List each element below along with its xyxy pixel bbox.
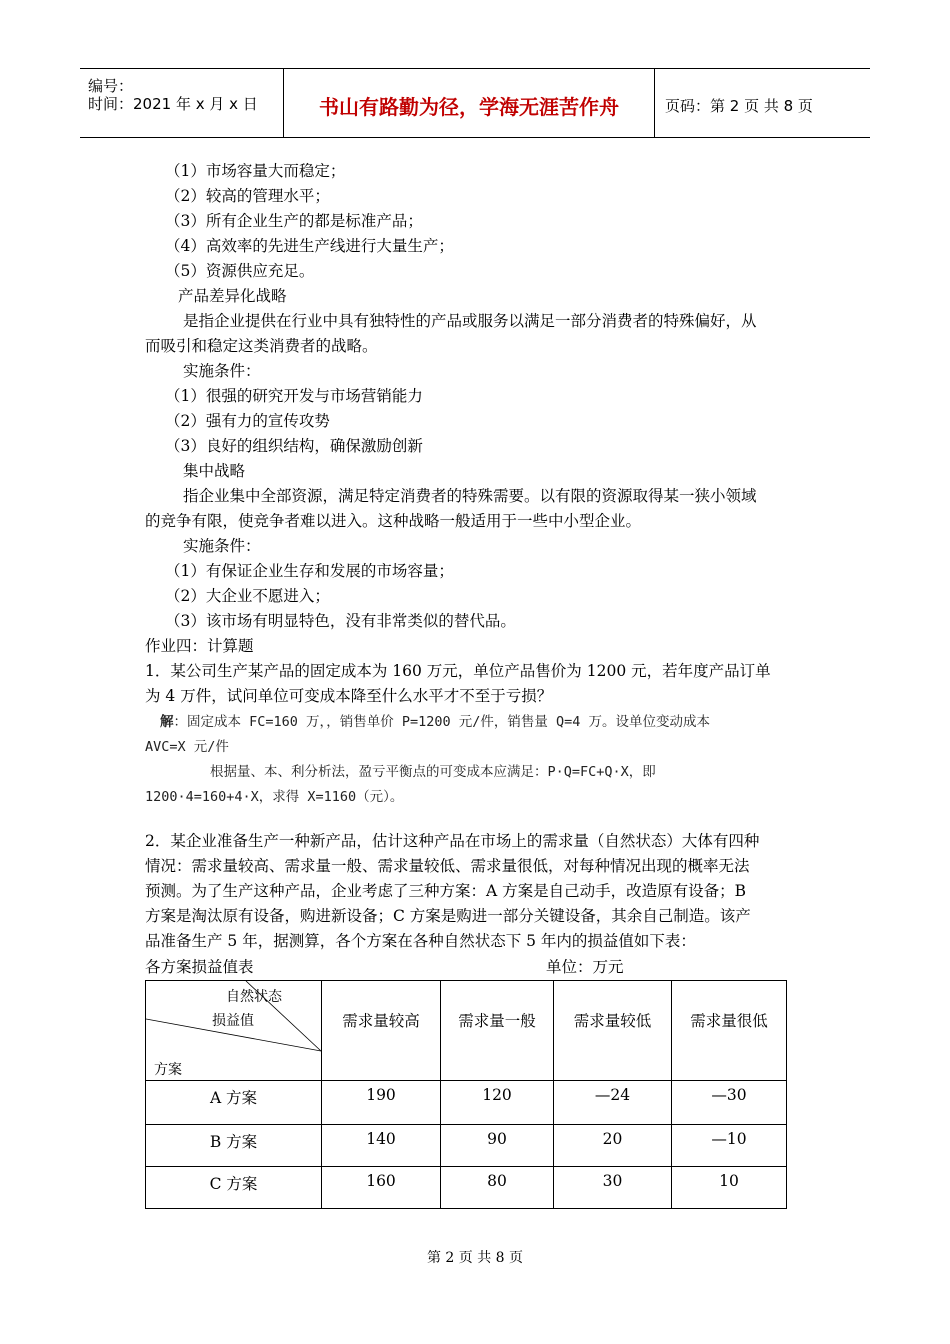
solution-line: 1200·4=160+4·X，求得 X=1160（元）。 xyxy=(145,789,404,805)
condition-item: （1）有保证企业生存和发展的市场容量； xyxy=(165,562,454,580)
table-cell: 80 xyxy=(441,1167,554,1209)
section-title-differentiation: 产品差异化战略 xyxy=(178,287,287,305)
condition-item: （2）强有力的宣传攻势 xyxy=(165,412,330,430)
impl-label: 实施条件： xyxy=(183,362,261,380)
table-cell: —24 xyxy=(554,1081,672,1125)
table-unit: 单位：万元 xyxy=(546,958,624,976)
page-footer: 第 2 页 共 8 页 xyxy=(426,1250,524,1266)
solution-line: AVC=X 元/件 xyxy=(145,739,229,755)
question-2-line: 方案是淘汰原有设备，购进新设备；C 方案是购进一部分关键设备，其余自己制造。该产 xyxy=(145,907,751,925)
solution-label: 解 xyxy=(160,714,174,730)
row-header: C 方案 xyxy=(146,1167,322,1209)
corner-mid-label: 损益值 xyxy=(212,1013,254,1029)
table-header-row xyxy=(146,981,787,1081)
question-2-line: 预测。为了生产这种产品，企业考虑了三种方案：A 方案是自己动手，改造原有设备；B xyxy=(145,882,747,900)
header-motto-cell xyxy=(284,69,655,137)
question-2-line: 情况：需求量较高、需求量一般、需求量较低、需求量很低，对每种情况出现的概率无法 xyxy=(145,857,750,875)
question-2-line: 2．某企业准备生产一种新产品，估计这种产品在市场上的需求量（自然状态）大体有四种 xyxy=(145,832,760,850)
condition-item: （1）市场容量大而稳定； xyxy=(165,162,346,180)
condition-item: （3）该市场有明显特色，没有非常类似的替代品。 xyxy=(165,612,516,630)
header-page-cell xyxy=(655,69,870,137)
table-cell: 140 xyxy=(322,1125,441,1167)
page-header xyxy=(80,68,870,138)
homework-title: 作业四：计算题 xyxy=(145,637,254,655)
condition-item: （4）高效率的先进生产线进行大量生产； xyxy=(165,237,454,255)
condition-item: （3）良好的组织结构，确保激励创新 xyxy=(165,437,423,455)
paragraph-line: 的竞争有限，使竞争者难以进入。这种战略一般适用于一些中小型企业。 xyxy=(145,512,642,530)
condition-item: （2）较高的管理水平； xyxy=(165,187,330,205)
solution-line: 根据量、本、利分析法，盈亏平衡点的可变成本应满足：P·Q=FC+Q·X，即 xyxy=(210,764,656,780)
table-cell: 190 xyxy=(322,1081,441,1125)
condition-item: （3）所有企业生产的都是标准产品； xyxy=(165,212,423,230)
question-1-line: 1．某公司生产某产品的固定成本为 160 万元，单位产品售价为 1200 元，若年度产品订单 xyxy=(145,662,771,680)
row-header: A 方案 xyxy=(146,1081,322,1125)
condition-item: （2）大企业不愿进入； xyxy=(165,587,330,605)
column-header: 需求量较高 xyxy=(322,981,441,1081)
column-header: 需求量一般 xyxy=(441,981,554,1081)
corner-bottom-label: 方案 xyxy=(154,1062,182,1078)
row-header: B 方案 xyxy=(146,1125,322,1167)
column-header: 需求量很低 xyxy=(672,981,787,1081)
header-meta xyxy=(80,69,284,137)
column-header: 需求量较低 xyxy=(554,981,672,1081)
solution-text: ：固定成本 FC=160 万，，销售单价 P=1200 元/件，销售量 Q=4 万。设单位变动成本 xyxy=(173,714,711,730)
section-title-focus: 集中战略 xyxy=(183,462,246,480)
table-cell: 90 xyxy=(441,1125,554,1167)
table-cell: 20 xyxy=(554,1125,672,1167)
table-cell: 160 xyxy=(322,1167,441,1209)
page-info: 页码：第 2 页 共 8 页 xyxy=(665,97,813,115)
solution-line xyxy=(160,712,710,732)
table-corner-cell xyxy=(146,981,322,1081)
motto: 书山有路勤为径，学海无涯苦作舟 xyxy=(319,95,619,119)
impl-label: 实施条件： xyxy=(183,537,261,555)
table-cell: 120 xyxy=(441,1081,554,1125)
question-1-line: 为 4 万件，试问单位可变成本降至什么水平才不至于亏损？ xyxy=(145,687,553,705)
code-label: 编号： xyxy=(88,77,134,95)
paragraph-line: 指企业集中全部资源，满足特定消费者的特殊需要。以有限的资源取得某一狭小领域 xyxy=(183,487,757,505)
paragraph-line: 而吸引和稳定这类消费者的战略。 xyxy=(145,337,378,355)
time-label: 时间：2021 年 x 月 x 日 xyxy=(88,95,258,113)
paragraph-line: 是指企业提供在行业中具有独特性的产品或服务以满足一部分消费者的特殊偏好，从 xyxy=(183,312,757,330)
payoff-table xyxy=(145,980,787,1209)
condition-item: （5）资源供应充足。 xyxy=(165,262,315,280)
table-cell: 10 xyxy=(672,1167,787,1209)
table-cell: —30 xyxy=(672,1081,787,1125)
corner-top-label: 自然状态 xyxy=(226,989,282,1005)
table-row xyxy=(146,1167,787,1209)
table-row xyxy=(146,1125,787,1167)
question-2-line: 品准备生产 5 年，据测算，各个方案在各种自然状态下 5 年内的损益值如下表： xyxy=(145,932,696,950)
table-cell: 30 xyxy=(554,1167,672,1209)
condition-item: （1）很强的研究开发与市场营销能力 xyxy=(165,387,423,405)
table-row xyxy=(146,1081,787,1125)
table-caption: 各方案损益值表 xyxy=(145,958,254,976)
table-cell: —10 xyxy=(672,1125,787,1167)
